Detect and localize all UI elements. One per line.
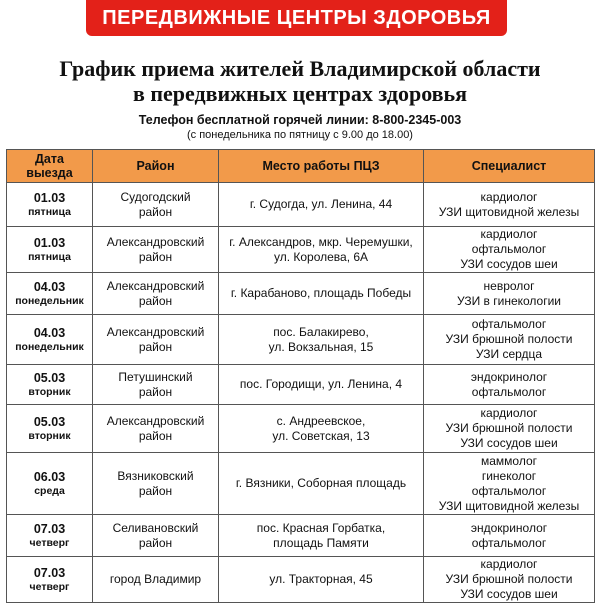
date-value: 04.03 bbox=[33, 325, 66, 340]
date-value: 07.03 bbox=[33, 565, 66, 580]
cell-date bbox=[7, 273, 93, 315]
cell-specialist bbox=[424, 453, 595, 515]
cell-specialist-line: офтальмолог bbox=[471, 242, 547, 256]
cell-specialist-line: кардиолог bbox=[480, 227, 538, 241]
weekday: четверг bbox=[29, 580, 70, 593]
hotline-text: Телефон бесплатной горячей линии: 8-800-2345-003 bbox=[138, 113, 462, 127]
cell-date bbox=[7, 557, 93, 603]
cell-specialist-line: УЗИ сосудов шеи bbox=[460, 257, 558, 271]
cell-specialist bbox=[424, 365, 595, 405]
table-row bbox=[7, 183, 595, 227]
cell-district-line: город Владимир bbox=[109, 572, 202, 586]
table-row bbox=[7, 453, 595, 515]
weekday: вторник bbox=[28, 429, 71, 442]
cell-specialist-line: офтальмолог bbox=[471, 384, 547, 399]
schedule-table bbox=[6, 149, 595, 603]
cell-place-line: ул. Королева, 6А bbox=[273, 249, 369, 264]
cell-district bbox=[93, 315, 219, 365]
cell-specialist-line: кардиолог bbox=[480, 189, 538, 204]
cell-specialist-line: УЗИ щитовидной железы bbox=[438, 204, 580, 219]
weekday: понедельник bbox=[15, 294, 84, 307]
cell-specialist-line: кардиолог bbox=[480, 557, 538, 571]
cell-district bbox=[93, 183, 219, 227]
table-row bbox=[7, 515, 595, 557]
cell-district bbox=[93, 273, 219, 315]
cell-district-line: район bbox=[138, 428, 173, 443]
cell-specialist-line: гинеколог bbox=[481, 468, 537, 483]
cell-specialist-line: УЗИ брюшной полости bbox=[445, 332, 573, 346]
cell-place-line: ул. Вокзальная, 15 bbox=[268, 339, 374, 354]
table-row bbox=[7, 405, 595, 453]
cell-district-line: Селивановский bbox=[112, 520, 199, 535]
header-date-line1: Дата bbox=[35, 152, 64, 166]
cell-date bbox=[7, 315, 93, 365]
header-place: Место работы ПЦЗ bbox=[219, 150, 424, 183]
cell-place-line: г. Вязники, Соборная площадь bbox=[235, 476, 407, 490]
date-value: 05.03 bbox=[33, 414, 66, 429]
cell-district-line: Александровский bbox=[106, 413, 205, 428]
cell-district-line: Вязниковский bbox=[117, 468, 194, 483]
cell-specialist-line: УЗИ в гинекологии bbox=[456, 293, 562, 308]
cell-specialist-line: УЗИ сосудов шеи bbox=[460, 436, 558, 450]
cell-district-line: Александровский bbox=[106, 278, 205, 293]
cell-place bbox=[219, 183, 424, 227]
cell-place-line: пос. Балакирево, bbox=[273, 324, 369, 339]
cell-district-line: район bbox=[138, 293, 173, 308]
cell-specialist bbox=[424, 227, 595, 273]
cell-specialist-line: маммолог bbox=[480, 453, 538, 468]
cell-place-line: г. Карабаново, площадь Победы bbox=[230, 286, 412, 300]
title-line-1: График приема жителей Владимирской области bbox=[59, 56, 541, 81]
cell-specialist-line: эндокринолог bbox=[470, 520, 548, 535]
cell-place-line: пос. Городищи, ул. Ленина, 4 bbox=[239, 377, 403, 391]
cell-district-line: район bbox=[138, 204, 173, 219]
cell-specialist-line: офтальмолог bbox=[471, 483, 547, 498]
cell-specialist-line: невролог bbox=[483, 278, 535, 293]
cell-specialist-line: эндокринолог bbox=[470, 369, 548, 384]
cell-place-line: ул. Тракторная, 45 bbox=[269, 572, 373, 586]
table-row bbox=[7, 227, 595, 273]
hours-text: (с понедельника по пятницу с 9.00 до 18.00) bbox=[187, 129, 413, 141]
header-date bbox=[7, 150, 93, 183]
cell-specialist bbox=[424, 405, 595, 453]
header-specialist: Специалист bbox=[424, 150, 595, 183]
cell-place-line: г. Судогда, ул. Ленина, 44 bbox=[249, 197, 393, 211]
weekday: пятница bbox=[28, 205, 71, 218]
cell-date bbox=[7, 227, 93, 273]
table-row bbox=[7, 365, 595, 405]
cell-specialist bbox=[424, 515, 595, 557]
cell-place bbox=[219, 453, 424, 515]
cell-district-line: Александровский bbox=[106, 234, 205, 249]
cell-specialist-line: УЗИ брюшной полости bbox=[445, 421, 573, 435]
weekday: пятница bbox=[28, 250, 71, 263]
cell-specialist bbox=[424, 557, 595, 603]
weekday: четверг bbox=[29, 536, 70, 549]
date-value: 01.03 bbox=[33, 235, 66, 250]
cell-district-line: Судогодский bbox=[120, 189, 191, 204]
cell-specialist bbox=[424, 183, 595, 227]
cell-district-line: район bbox=[138, 483, 173, 498]
cell-place-line: г. Александров, мкр. Черемушки, bbox=[229, 234, 413, 249]
cell-specialist-line: УЗИ сердца bbox=[475, 347, 543, 361]
cell-district-line: район bbox=[138, 249, 173, 264]
table-header-row bbox=[7, 150, 595, 183]
date-value: 07.03 bbox=[33, 521, 66, 536]
weekday: среда bbox=[34, 484, 65, 497]
cell-specialist-line: офтальмолог bbox=[471, 317, 547, 331]
header-date-line2: выезда bbox=[26, 166, 73, 180]
cell-specialist-line: офтальмолог bbox=[471, 535, 547, 550]
date-value: 04.03 bbox=[33, 279, 66, 294]
cell-specialist-line: кардиолог bbox=[480, 406, 538, 420]
date-value: 01.03 bbox=[33, 190, 66, 205]
cell-district-line: район bbox=[138, 339, 173, 354]
cell-date bbox=[7, 183, 93, 227]
cell-district bbox=[93, 515, 219, 557]
cell-specialist-line: УЗИ брюшной полости bbox=[445, 572, 573, 586]
cell-district-line: Александровский bbox=[106, 324, 205, 339]
date-value: 05.03 bbox=[33, 370, 66, 385]
header-district: Район bbox=[93, 150, 219, 183]
cell-date bbox=[7, 453, 93, 515]
cell-district-line: Петушинский bbox=[118, 369, 193, 384]
weekday: вторник bbox=[28, 385, 71, 398]
cell-place bbox=[219, 227, 424, 273]
cell-specialist-line: УЗИ сосудов шеи bbox=[460, 587, 558, 601]
cell-district bbox=[93, 227, 219, 273]
cell-place-line: пос. Красная Горбатка, bbox=[256, 520, 386, 535]
table-row bbox=[7, 315, 595, 365]
cell-place-line: ул. Советская, 13 bbox=[272, 428, 370, 443]
cell-date bbox=[7, 405, 93, 453]
cell-place-line: с. Андреевское, bbox=[276, 413, 366, 428]
cell-place bbox=[219, 557, 424, 603]
cell-place bbox=[219, 273, 424, 315]
header-banner: ПЕРЕДВИЖНЫЕ ЦЕНТРЫ ЗДОРОВЬЯ bbox=[86, 0, 507, 36]
date-value: 06.03 bbox=[33, 469, 66, 484]
table-row bbox=[7, 273, 595, 315]
cell-district bbox=[93, 365, 219, 405]
page-title bbox=[0, 56, 600, 106]
cell-district bbox=[93, 453, 219, 515]
cell-district bbox=[93, 405, 219, 453]
cell-place bbox=[219, 315, 424, 365]
cell-place bbox=[219, 515, 424, 557]
cell-district-line: район bbox=[138, 384, 173, 399]
cell-date bbox=[7, 515, 93, 557]
title-line-2: в передвижных центрах здоровья bbox=[132, 81, 468, 106]
cell-place bbox=[219, 365, 424, 405]
cell-place-line: площадь Памяти bbox=[273, 535, 369, 550]
cell-date bbox=[7, 365, 93, 405]
cell-specialist bbox=[424, 273, 595, 315]
table-row bbox=[7, 557, 595, 603]
cell-specialist-line: УЗИ щитовидной железы bbox=[438, 498, 580, 513]
cell-district bbox=[93, 557, 219, 603]
cell-place bbox=[219, 405, 424, 453]
weekday: понедельник bbox=[15, 340, 84, 353]
cell-specialist bbox=[424, 315, 595, 365]
cell-district-line: район bbox=[138, 535, 173, 550]
